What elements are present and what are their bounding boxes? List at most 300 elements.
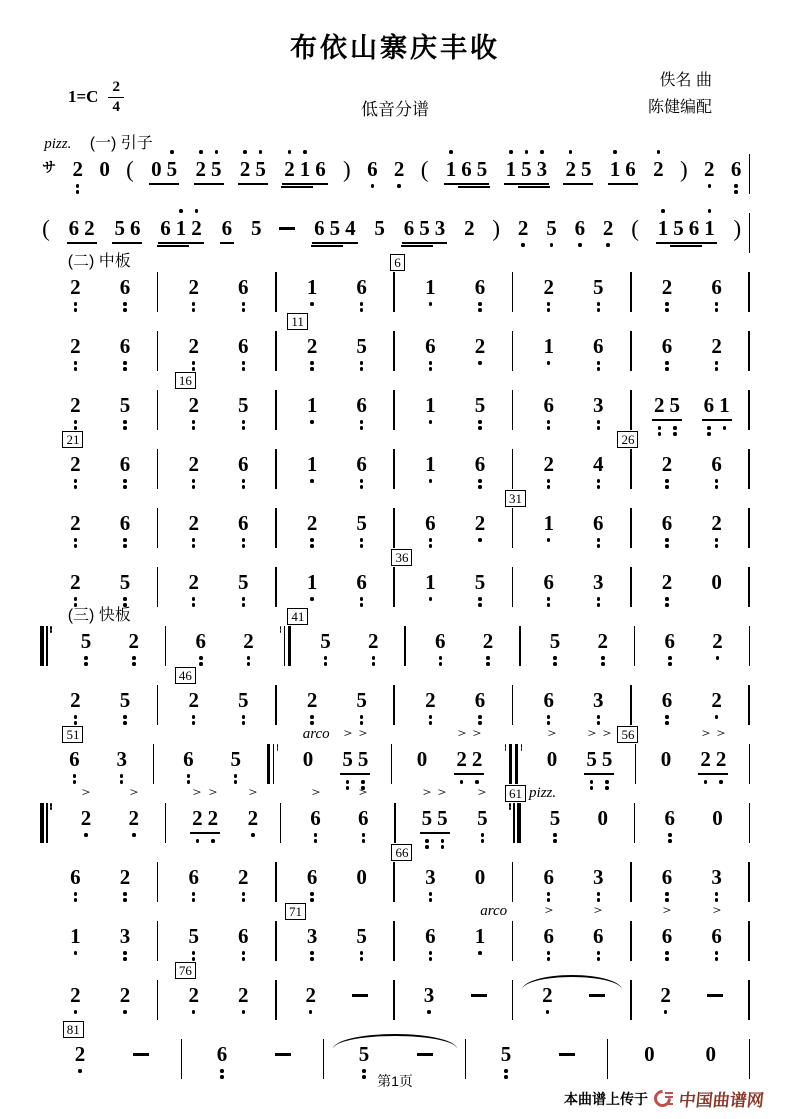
- measure: [166, 785, 279, 831]
- octave-dot: [578, 243, 582, 247]
- octave-dot: [665, 538, 669, 542]
- note: [356, 923, 367, 949]
- barline: [275, 449, 277, 489]
- barline-stroke: [404, 626, 406, 666]
- octave-dots-above: [537, 150, 548, 154]
- note-digit: 2: [543, 452, 554, 476]
- note-digit: 6: [543, 688, 554, 712]
- measure-number-group: [391, 549, 412, 566]
- octave-dot: [310, 479, 314, 483]
- octave-dot: [123, 1010, 127, 1014]
- measure-row: [40, 862, 750, 902]
- upload-credit: [564, 1086, 764, 1111]
- note-digit: 2: [119, 983, 131, 1007]
- octave-dots-below: [518, 243, 529, 247]
- octave-dot: [716, 656, 720, 660]
- measure: [158, 451, 275, 477]
- measure: [395, 333, 512, 359]
- measure-row: [40, 331, 750, 371]
- note-digit: 1: [719, 393, 730, 417]
- octave-dot: [242, 597, 246, 601]
- barline-stroke: [275, 921, 277, 961]
- octave-dot: [547, 420, 551, 424]
- eighth-beam: [420, 832, 450, 834]
- note-digit: 2: [306, 511, 318, 535]
- measure-number: 16: [175, 372, 196, 389]
- measure: [395, 923, 512, 949]
- note-digit: 2: [70, 570, 81, 594]
- octave-dot: [242, 302, 246, 306]
- barline: [635, 744, 637, 784]
- note: [307, 451, 318, 477]
- section-label: (三) 快板: [67, 607, 131, 624]
- barline: [512, 390, 514, 430]
- annotation-strip: [40, 192, 750, 213]
- note-digit: 6: [356, 393, 367, 417]
- accent-mark: >: [358, 726, 368, 740]
- accent-mark: >: [81, 785, 91, 799]
- arranger: 陈健编配: [647, 99, 712, 116]
- barline-stroke: [630, 567, 632, 607]
- octave-dot: [569, 150, 573, 154]
- octave-dot: [123, 597, 127, 601]
- octave-dot: [371, 184, 375, 188]
- eighth-beam: [608, 183, 638, 185]
- note: [546, 215, 557, 241]
- note-digit: 5: [166, 157, 178, 181]
- note-digit: 6: [593, 511, 604, 535]
- note-digit: 1: [425, 275, 436, 299]
- score-line: [40, 546, 750, 605]
- annotation-strip: [40, 428, 750, 449]
- note-digit: 5: [474, 570, 486, 594]
- measure: [40, 333, 157, 359]
- note-digit: 5: [549, 806, 561, 830]
- note-digit: 6: [543, 924, 554, 948]
- note: [320, 628, 331, 654]
- note-digit: 5: [546, 216, 557, 240]
- note-digit: 0: [151, 157, 162, 181]
- barline: [393, 685, 395, 725]
- measure: [513, 864, 630, 890]
- barline-stroke: [275, 508, 277, 548]
- note-digit: 2: [188, 511, 199, 535]
- eighth-beam: [454, 773, 484, 775]
- measure-row: [40, 685, 750, 725]
- note: [543, 451, 554, 477]
- octave-dot: [123, 951, 127, 955]
- note-digit: 6: [315, 157, 326, 181]
- page-title: 布依山寨庆丰收: [290, 33, 500, 63]
- note: [188, 274, 199, 300]
- barline: [275, 390, 277, 430]
- note-digit: 6: [661, 865, 673, 889]
- barline-stroke: [393, 272, 395, 312]
- octave-dot: [360, 302, 364, 306]
- barline-stroke: [153, 744, 155, 784]
- octave-dots-above: [255, 150, 266, 154]
- barline: [630, 272, 632, 312]
- note: [501, 1041, 512, 1067]
- note-digit: 5: [119, 570, 131, 594]
- measure: [52, 628, 165, 654]
- note: [238, 333, 249, 359]
- accent-mark: >: [422, 785, 432, 799]
- duration-dash: [352, 994, 368, 997]
- parenthesis: (: [126, 157, 134, 182]
- note: [217, 1041, 228, 1067]
- octave-dots-above: [176, 209, 187, 213]
- beamed-group: [159, 215, 203, 241]
- note: [80, 785, 92, 831]
- measure: [40, 1041, 181, 1067]
- octave-dot: [259, 150, 263, 154]
- barline: [749, 744, 751, 784]
- barline-stroke: [157, 272, 159, 312]
- note: [593, 903, 604, 949]
- measure: [40, 215, 749, 242]
- measure: [158, 864, 275, 890]
- octave-dots-below: [425, 302, 436, 306]
- octave-dot: [429, 597, 433, 601]
- note-digit: 2: [306, 688, 318, 712]
- measure-row: [40, 980, 750, 1020]
- octave-dot: [280, 626, 282, 630]
- barline-stroke: [748, 567, 750, 607]
- note: [356, 864, 367, 890]
- note: [238, 392, 249, 418]
- eighth-beam: [340, 773, 370, 775]
- barline-stroke: [512, 272, 514, 312]
- score-line: [40, 782, 750, 841]
- octave-dot: [665, 951, 669, 955]
- octave-dot: [74, 479, 78, 483]
- eighth-beam: [652, 419, 682, 421]
- octave-dot: [429, 715, 433, 719]
- note-digit: 2: [119, 865, 131, 889]
- octave-dot: [661, 209, 665, 213]
- note: [715, 726, 727, 772]
- octave-dot: [427, 1010, 431, 1014]
- note: [711, 451, 722, 477]
- note: [546, 726, 558, 772]
- parenthesis: ): [492, 216, 501, 241]
- eighth-beam: [190, 832, 220, 834]
- eighth-beam: [656, 242, 717, 244]
- barline: [512, 567, 514, 607]
- octave-dot: [547, 951, 551, 955]
- octave-dot: [597, 892, 601, 896]
- measure: [513, 274, 630, 300]
- note-digit: 2: [660, 983, 671, 1007]
- note: [506, 156, 517, 182]
- measure-number: 36: [391, 549, 412, 566]
- barline-stroke: [519, 626, 521, 666]
- barline-stroke: [40, 803, 44, 843]
- octave-dots-below: [307, 420, 318, 424]
- note: [75, 1041, 86, 1067]
- barline: [275, 508, 277, 548]
- note-digit: 5: [238, 570, 249, 594]
- repeat-barline: [280, 626, 292, 666]
- octave-dot: [123, 892, 127, 896]
- octave-dots-above: [211, 150, 222, 154]
- note-digit: 1: [306, 570, 318, 594]
- note: [425, 864, 436, 890]
- octave-dot: [74, 420, 78, 424]
- note-digit: 0: [644, 1042, 655, 1066]
- barline: [275, 862, 277, 902]
- octave-dots-below: [307, 597, 318, 601]
- note: [575, 215, 586, 241]
- note-digit: 1: [474, 924, 486, 948]
- barline: [157, 331, 159, 371]
- octave-dots-below: [543, 538, 554, 542]
- note: [70, 982, 81, 1008]
- note-digit: 6: [358, 806, 369, 830]
- measure: [40, 569, 157, 595]
- measure-number-group: [62, 726, 83, 743]
- note: [461, 156, 472, 182]
- barline: [393, 921, 395, 961]
- measure: [392, 726, 505, 772]
- barline-stroke: [515, 744, 519, 784]
- octave-dot: [187, 774, 191, 778]
- barline: [748, 862, 750, 902]
- repeat-dots: [280, 626, 282, 666]
- note: [475, 687, 486, 713]
- note-digit: 6: [574, 216, 586, 240]
- note-digit: 2: [654, 393, 665, 417]
- note-digit: 6: [543, 393, 554, 417]
- octave-dots-below: [120, 1010, 131, 1014]
- octave-dots-below: [70, 951, 81, 955]
- eighth-beam: [444, 183, 490, 185]
- note: [471, 726, 483, 772]
- note-digit: 1: [543, 334, 554, 358]
- barline-stroke: [275, 980, 277, 1020]
- barline-stroke: [157, 685, 159, 725]
- measure-number-group: [175, 667, 196, 684]
- measure-number: 71: [285, 903, 306, 920]
- note-digit: 2: [597, 629, 609, 653]
- note: [425, 333, 436, 359]
- beamed-group: [68, 215, 96, 241]
- note-digit: 1: [657, 216, 669, 240]
- note-digit: 0: [99, 157, 110, 181]
- playing-technique-mark: arco: [480, 903, 508, 919]
- note-digit: 6: [661, 924, 673, 948]
- octave-dot: [429, 892, 433, 896]
- octave-dot: [715, 302, 719, 306]
- score-line: [40, 310, 750, 369]
- note-digit: 2: [72, 157, 83, 181]
- note: [394, 156, 405, 182]
- octave-dots-below: [425, 420, 436, 424]
- annotation-strip: [40, 251, 750, 272]
- octave-dot: [360, 715, 364, 719]
- note-digit: 1: [299, 157, 311, 181]
- barline-stroke: [275, 331, 277, 371]
- octave-dot: [478, 538, 482, 542]
- barline-stroke: [393, 567, 395, 607]
- site-logo-icon: [654, 1090, 673, 1107]
- barline: [275, 331, 277, 371]
- note-digit: 5: [593, 275, 604, 299]
- note-digit: 2: [653, 157, 664, 181]
- accent-mark: >: [343, 726, 352, 740]
- measure: [40, 392, 157, 418]
- measure-number: 46: [175, 667, 196, 684]
- octave-dots-below: [542, 1010, 553, 1014]
- section-label: (二) 中板: [67, 253, 131, 270]
- annotation-strip: [40, 546, 750, 567]
- measure: [513, 903, 630, 949]
- note-digit: 2: [74, 1042, 86, 1066]
- measure: [277, 864, 394, 890]
- sixteenth-beam: [458, 186, 475, 188]
- octave-dot: [521, 243, 525, 247]
- note: [711, 333, 722, 359]
- note: [712, 628, 723, 654]
- barline-stroke: [165, 626, 167, 666]
- measure: [277, 274, 394, 300]
- octave-dot: [362, 833, 366, 837]
- octave-dot: [553, 656, 557, 660]
- barline-stroke: [157, 980, 159, 1020]
- octave-dot: [360, 538, 364, 542]
- note-digit: 2: [482, 629, 494, 653]
- octave-dot: [715, 361, 719, 365]
- octave-dot: [192, 597, 196, 601]
- note-digit: 1: [543, 511, 554, 535]
- note-digit: 6: [238, 275, 249, 299]
- annotation-strip: [40, 841, 750, 862]
- octave-dots-below: [475, 361, 486, 365]
- eighth-beam: [149, 183, 179, 185]
- note-digit: 1: [306, 393, 318, 417]
- note: [705, 1041, 716, 1067]
- sixteenth-beam: [327, 245, 344, 247]
- note: [435, 628, 446, 654]
- note: [593, 392, 604, 418]
- barline: [630, 449, 632, 489]
- measure: [158, 569, 275, 595]
- note-digit: 5: [586, 747, 597, 771]
- octave-dot: [547, 892, 551, 896]
- measure: [632, 274, 749, 300]
- note: [345, 215, 356, 241]
- barline: [512, 272, 514, 312]
- measure: [395, 864, 512, 890]
- note-digit: 2: [712, 629, 723, 653]
- barline-stroke: [273, 744, 275, 784]
- note-digit: 5: [238, 688, 249, 712]
- note: [719, 392, 730, 418]
- measure: [632, 864, 749, 890]
- note-digit: 2: [543, 275, 554, 299]
- barline-stroke: [749, 744, 751, 784]
- repeat-barline: [267, 744, 279, 784]
- measure: [632, 903, 749, 949]
- note: [357, 726, 369, 772]
- octave-dot: [242, 892, 246, 896]
- octave-dots-above: [446, 150, 457, 154]
- barline-stroke: [630, 390, 632, 430]
- measure: [277, 923, 394, 949]
- eighth-beam: [563, 183, 593, 185]
- note-digit: 6: [688, 216, 700, 240]
- note: [475, 864, 486, 890]
- accent-mark: >: [248, 785, 258, 799]
- note: [711, 864, 722, 890]
- note: [238, 982, 249, 1008]
- note: [70, 569, 81, 595]
- barline-stroke: [393, 921, 395, 961]
- note-digit: 6: [711, 452, 722, 476]
- octave-dots-below: [305, 1010, 316, 1014]
- note-digit: 2: [188, 334, 199, 358]
- octave-dot: [547, 479, 551, 483]
- barline-stroke: [284, 626, 286, 666]
- note: [300, 156, 311, 182]
- note: [543, 903, 554, 949]
- note: [537, 156, 548, 182]
- octave-dots-above: [610, 150, 621, 154]
- octave-dot: [310, 302, 314, 306]
- note: [456, 726, 467, 772]
- octave-dot: [525, 150, 529, 154]
- measure-number: 11: [287, 313, 308, 330]
- barline-stroke: [157, 508, 159, 548]
- octave-dot: [242, 715, 246, 719]
- measure: [277, 333, 394, 359]
- measure: [632, 451, 749, 477]
- beamed-group: [313, 215, 357, 241]
- note-digit: 2: [191, 216, 202, 240]
- barline-stroke: [748, 862, 750, 902]
- octave-dot: [429, 479, 433, 483]
- measure-number: 66: [391, 844, 412, 861]
- note-digit: 6: [306, 865, 318, 889]
- duration-dash: [559, 1053, 575, 1056]
- sixteenth-beam: [311, 245, 328, 247]
- eighth-beam: [112, 242, 142, 244]
- accent-mark: >: [438, 785, 447, 799]
- note: [188, 392, 199, 418]
- note: [356, 274, 367, 300]
- note-digit: 3: [116, 747, 127, 771]
- note: [70, 392, 81, 418]
- octave-dot: [123, 479, 127, 483]
- note-digit: 2: [80, 806, 92, 830]
- note-digit: 2: [207, 806, 219, 830]
- note-digit: 2: [70, 452, 81, 476]
- bowing-symbol: サ: [42, 159, 57, 175]
- note-digit: 5: [437, 806, 448, 830]
- accent-mark: >: [208, 785, 218, 799]
- octave-dot: [74, 361, 78, 365]
- note-digit: 6: [661, 511, 673, 535]
- note: [475, 923, 486, 949]
- playing-technique-mark: arco: [302, 726, 330, 742]
- note: [598, 628, 609, 654]
- octave-dots-below: [424, 1010, 435, 1014]
- time-denominator: 4: [112, 99, 120, 115]
- note-digit: 5: [601, 747, 613, 771]
- measure: [158, 687, 275, 713]
- note-digit: 5: [477, 806, 488, 830]
